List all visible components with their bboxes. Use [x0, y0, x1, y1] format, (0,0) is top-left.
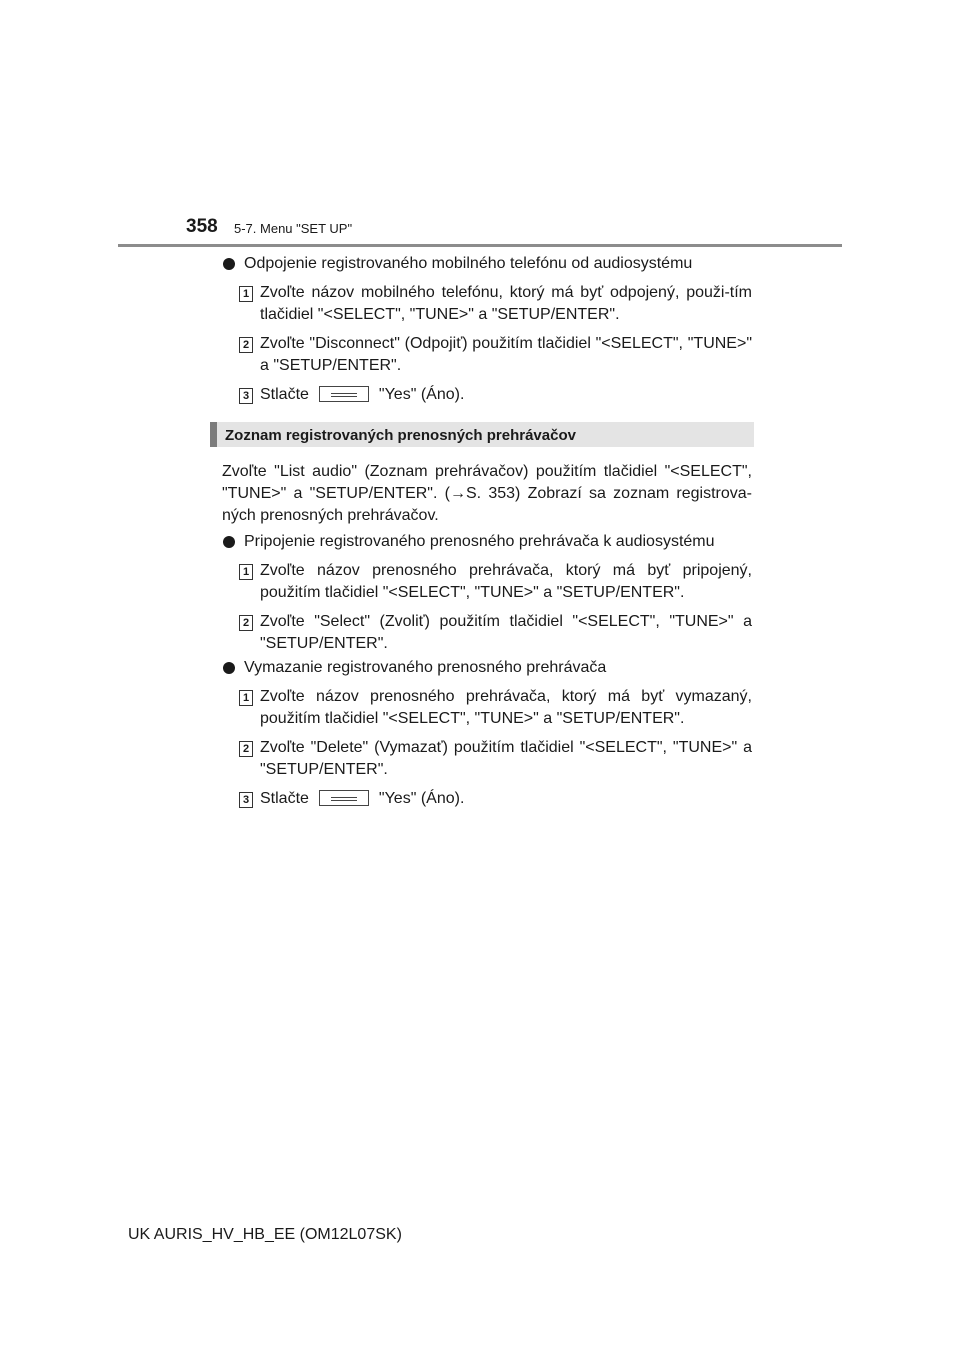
step-text: Zvoľte "Select" (Zvoliť) použitím tlačidiel "<SELECT", "TUNE>" a "SETUP/ENTER". [260, 613, 752, 652]
bullet-text: Odpojenie registrovaného mobilného telefónu od audiosystému [244, 255, 693, 272]
step-text-before: Stlačte [260, 790, 309, 807]
step-3 [222, 384, 752, 406]
bullet-dot-icon [223, 258, 235, 270]
step-number-box: 3 [239, 388, 253, 404]
step-text-after: "Yes" (Áno). [378, 386, 465, 403]
page-number: 358 [186, 216, 218, 237]
step-1 [222, 282, 752, 326]
bullet-connect-player [222, 531, 752, 553]
step-text: Zvoľte názov prenosného prehrávača, ktorý má byť pripojený, použitím tlačidiel "<SELECT", "TUNE>" a "SETUP/ENTER". [260, 562, 752, 601]
page-header [186, 216, 786, 246]
step-1 [222, 686, 752, 730]
step-number-box: 1 [239, 286, 253, 302]
step-number-box: 2 [239, 741, 253, 757]
bullet-disconnect-phone [222, 253, 752, 275]
step-text: Zvoľte názov prenosného prehrávača, ktorý má byť vymazaný, použitím tlačidiel "<SELECT", "TUNE>" a "SETUP/ENTER". [260, 688, 752, 727]
bullet-delete-player [222, 657, 752, 679]
step-number-box: 2 [239, 337, 253, 353]
bullet-text: Pripojenie registrovaného prenosného prehrávača k audiosystému [244, 533, 715, 550]
step-2 [222, 611, 752, 655]
bullet-dot-icon [223, 662, 235, 674]
intro-paragraph: Zvoľte "List audio" (Zoznam prehrávačov) použitím tlačidiel "<SELECT", "TUNE>" a "SETUP/ENTER". (→S. 353) Zobrazí sa zoznam registrova-ných prenosných prehrávačov. [222, 463, 752, 524]
step-text: Zvoľte "Disconnect" (Odpojiť) použitím tlačidiel "<SELECT", "TUNE>" a "SETUP/ENTER". [260, 335, 752, 374]
step-text: Zvoľte "Delete" (Vymazať) použitím tlačidiel "<SELECT", "TUNE>" a "SETUP/ENTER". [260, 739, 752, 778]
bullet-dot-icon [223, 536, 235, 548]
step-text: Zvoľte názov mobilného telefónu, ktorý má byť odpojený, použi-tím tlačidiel "<SELECT", "TUNE>" a "SETUP/ENTER". [260, 284, 752, 323]
page-footer: UK AURIS_HV_HB_EE (OM12L07SK) [128, 1226, 402, 1243]
step-2 [222, 737, 752, 781]
chapter-title: 5-7. Menu "SET UP" [234, 221, 353, 236]
phone-off-hook-button-icon [319, 790, 369, 806]
phone-off-hook-button-icon [319, 386, 369, 402]
step-3 [222, 788, 752, 810]
bullet-text: Vymazanie registrovaného prenosného prehrávača [244, 659, 607, 676]
step-number-box: 1 [239, 564, 253, 580]
step-number-box: 1 [239, 690, 253, 706]
section-heading-text: Zoznam registrovaných prenosných prehrávačov [225, 427, 576, 444]
step-2 [222, 333, 752, 377]
page-content [222, 252, 752, 810]
header-rule [118, 244, 842, 247]
step-text-before: Stlačte [260, 386, 309, 403]
step-number-box: 2 [239, 615, 253, 631]
step-1 [222, 560, 752, 604]
step-number-box: 3 [239, 792, 253, 808]
step-text-after: "Yes" (Áno). [378, 790, 465, 807]
section-heading [210, 422, 754, 447]
